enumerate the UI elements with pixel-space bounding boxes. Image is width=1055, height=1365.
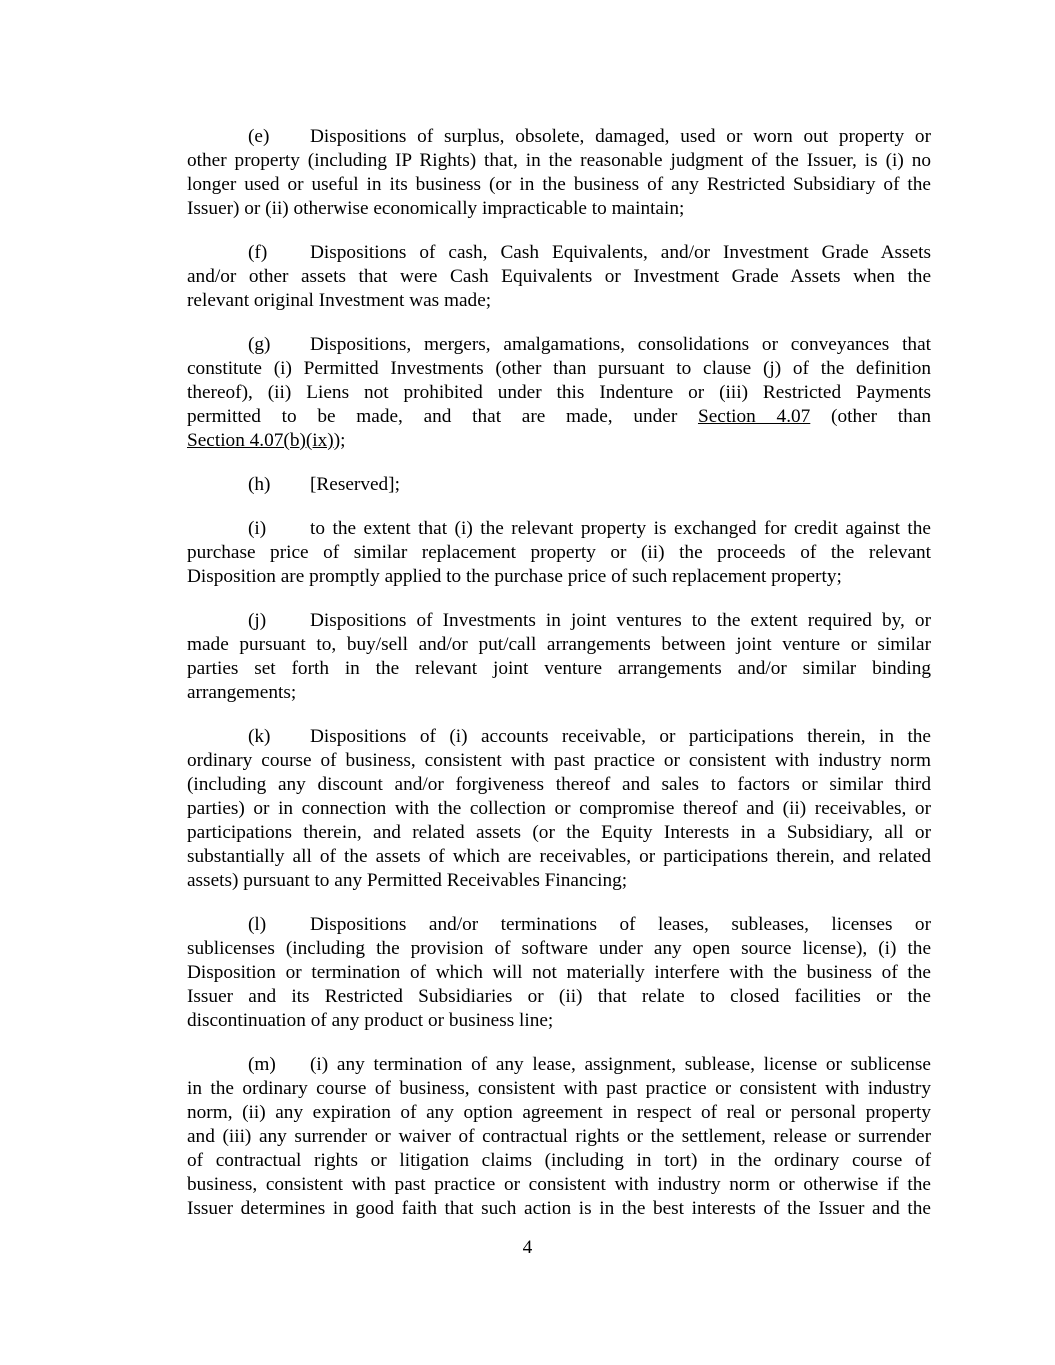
clause-text-line — [187, 405, 931, 429]
clause-text-line: relevant original Investment was made; — [187, 290, 492, 311]
clause-label: (l) — [248, 914, 267, 935]
clause-text-line: (including any discount and/or forgiveness thereof and sales to factors or similar third — [187, 774, 931, 795]
clause-text-line: and (iii) any surrender or waiver of contractual rights or the settlement, release or surrender — [187, 1126, 931, 1147]
clause-text-line: Disposition or termination of which will not materially interfere with the business of the — [187, 962, 931, 983]
clause-text-line: to the extent that (i) the relevant property is exchanged for credit against the — [310, 518, 931, 539]
clause-label: (f) — [248, 242, 268, 263]
clause-label: (e) — [248, 126, 270, 147]
clause-text-line: made pursuant to, buy/sell and/or put/call arrangements between joint venture or similar — [187, 634, 931, 655]
clause-e — [187, 125, 931, 221]
clause-m — [187, 1053, 931, 1221]
clause-text-line: ordinary course of business, consistent with past practice or consistent with industry norm — [187, 750, 931, 771]
clause-text-line: Dispositions of cash, Cash Equivalents, and/or Investment Grade Assets — [310, 242, 931, 263]
clause-j — [187, 609, 931, 705]
clause-text-line: thereof), (ii) Liens not prohibited under this Indenture or (iii) Restricted Payments — [187, 382, 931, 403]
clause-text-line: other property (including IP Rights) that, in the reasonable judgment of the Issuer, is (i) no — [187, 150, 931, 171]
clause-text-line: Dispositions and/or terminations of leases, subleases, licenses or — [310, 914, 931, 935]
clause-text-line: longer used or useful in its business (or in the business of any Restricted Subsidiary of the — [187, 174, 931, 195]
clause-f — [187, 241, 931, 313]
clause-text-line: (i) any termination of any lease, assignment, sublease, license or sublicense — [310, 1054, 931, 1075]
clause-text-line: Issuer) or (ii) otherwise economically impracticable to maintain; — [187, 198, 685, 219]
clause-i — [187, 517, 931, 589]
clause-text-line: [Reserved]; — [310, 474, 400, 495]
clause-text-line: sublicenses (including the provision of software under any open source license), (i) the — [187, 938, 931, 959]
clause-h — [187, 473, 931, 497]
clause-l — [187, 913, 931, 1033]
clause-text-line: Dispositions, mergers, amalgamations, consolidations or conveyances that — [310, 334, 931, 355]
clause-text-line: constitute (i) Permitted Investments (other than pursuant to clause (j) of the definition — [187, 358, 931, 379]
clause-text-line: Issuer and its Restricted Subsidiaries or (ii) that relate to closed facilities or the — [187, 986, 931, 1007]
clause-text-line — [187, 429, 931, 453]
clause-label: (g) — [248, 334, 271, 355]
clause-text-line: Disposition are promptly applied to the purchase price of such replacement property; — [187, 566, 842, 587]
clause-text-line: arrangements; — [187, 682, 297, 703]
clause-label: (m) — [248, 1054, 276, 1075]
clause-text-line: substantially all of the assets of which are receivables, or participations therein, and related — [187, 846, 931, 867]
clause-text-line: in the ordinary course of business, consistent with past practice or consistent with industry — [187, 1078, 931, 1099]
document-page — [187, 125, 931, 1241]
clause-label: (j) — [248, 610, 267, 631]
clause-text-fragment: (other than — [810, 406, 931, 427]
clause-text-line: business, consistent with past practice or consistent with industry norm or otherwise if the — [187, 1174, 931, 1195]
clause-label: (i) — [248, 518, 267, 539]
clause-text-line: of contractual rights or litigation claims (including in tort) in the ordinary course of — [187, 1150, 931, 1171]
clause-text-line: Dispositions of surplus, obsolete, damaged, used or worn out property or — [310, 126, 931, 147]
clause-label: (k) — [248, 726, 271, 747]
clause-text-line: Issuer determines in good faith that such action is in the best interests of the Issuer and the — [187, 1198, 931, 1219]
clause-text-fragment: permitted to be made, and that are made, under — [187, 406, 698, 427]
section-4-07-link[interactable]: Section 4.07 — [697, 406, 811, 427]
clause-text-line: parties set forth in the relevant joint venture arrangements and/or similar binding — [187, 658, 931, 679]
clause-text-fragment: ); — [333, 430, 346, 451]
clause-text-line: norm, (ii) any expiration of any option agreement in respect of real or personal property — [187, 1102, 931, 1123]
clause-text-line: and/or other assets that were Cash Equivalents or Investment Grade Assets when the — [187, 266, 931, 287]
section-4-07-b-ix-link[interactable]: Section 4.07(b)(ix) — [187, 430, 334, 451]
clause-text-line: discontinuation of any product or business line; — [187, 1010, 554, 1031]
clause-label: (h) — [248, 474, 271, 495]
page-number: 4 — [522, 1237, 533, 1258]
clause-k — [187, 725, 931, 893]
clause-text-line: participations therein, and related assets (or the Equity Interests in a Subsidiary, all or — [187, 822, 931, 843]
clause-text-line: Dispositions of Investments in joint ventures to the extent required by, or — [310, 610, 931, 631]
clause-g — [187, 333, 931, 453]
clause-text-line: assets) pursuant to any Permitted Receivables Financing; — [187, 870, 628, 891]
clause-text-line: Dispositions of (i) accounts receivable, or participations therein, in the — [310, 726, 931, 747]
clause-text-line: purchase price of similar replacement property or (ii) the proceeds of the relevant — [187, 542, 931, 563]
clause-text-line: parties) or in connection with the collection or compromise thereof and (ii) receivables, or — [187, 798, 931, 819]
